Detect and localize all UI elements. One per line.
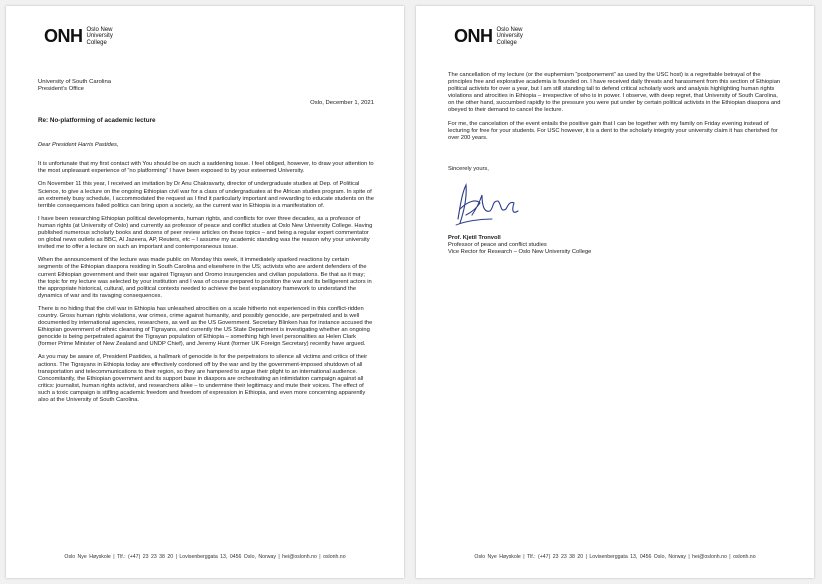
paragraph: There is no hiding that the civil war in Ethiopia has unleashed atrocities on a scale hitherto not experienced in this conflict-ridden country. Gross human rights violations, war crimes, crime against humanity, and possibly genocide, are perpetrated and is well documented by international agencies, researchers, as well as the US Government. Secretary Blinken has for instance accused the Ethiopian government of ethnic cleansing of Tigrayans, and currently the US State Department is investigating whether an ongoing genocide is being perpetrated against the Tigrayan population of Ethiopia – something high level personalities as Helen Clark (former Prime Minister of New Zealand and UNDP Chief), and Jeremy Hunt (former UK Foreign Secretary) recently have argued. xyxy=(38,305,373,348)
paragraph: As you may be aware of, President Pastides, a hallmark of genocide is for the perpetrators to silence all victims and critics of their actions. The Tigrayans in Ethiopia today are effectively cordoned off by the war and by the government-imposed shutdown of all transportation and telecommunications to their region, so they are hampered to argue their plight to an international audience. Concomitantly, the Ethiopian government and its support base in diaspora are orchestrating an intimidation campaign against all critics: journalist, human rights activist, and researchers alike – to undermine their legitimacy and mute their voices. The effect of such a toxic campaign is stifling academic freedom and freedom of expression in Ethiopia, and even more concerning apparently also at the University of South Carolina. xyxy=(38,354,368,403)
paragraph: For me, the cancelation of the event entails the positive gain that I can be together with my family on Friday evening instead of lecturing for free for your students. For USC however, it is a dent to the scholarly integrity your university claim it has cherished for over 200 years. xyxy=(448,120,778,141)
paragraph: When the announcement of the lecture was made public on Monday this week, it immediately sparked reactions by certain segments of the Ethiopian diaspora residing in South Carolina and elsewhere in the US; activists who are ardent defenders of the current Ethiopian government and their war against Tigrayan and Oromo insurgencies and civilian populations. Be that as it may; the topic for my lecture was selected by your institution and I was of course prepared to position the war and its belligerent actors in the appropriate historical, cultural, and political contexts needed to achieve the best explanatory framework to understand the dynamics of war and its ravaging consequences. xyxy=(38,257,372,299)
logo-mark: ONH xyxy=(44,26,83,46)
addressee-line-1: University of South Carolina xyxy=(38,79,112,85)
letter-body-page-1 xyxy=(38,79,374,410)
page-footer: Oslo Nye Høyskole | Tlf.: (+47) 23 23 38 20 | Lovisenberggata 13, 0456 Oslo, Norway | hei@oslonh.no | oslonh.no xyxy=(474,554,756,560)
addressee-line-2: President’s Office xyxy=(38,86,84,92)
logo-text: Oslo New University College xyxy=(86,26,113,46)
college-logo xyxy=(454,26,547,47)
paragraph: I have been researching Ethiopian political developments, human rights, and conflicts for over three decades, as a professor of human rights (at University of Oslo) and currently as professor of peace and conflict studies at Oslo New University College. Having published numerous scholarly books and dozens of peer review articles on these topics – and being a regular expert commentator on global news outlets as BBC, Al Jazeera, AP, Reuters, etc – I assume my academic standing was the reason why your university invited me to offer a lecture on such an important and contemporaneous issue. xyxy=(38,215,373,251)
signer-title: Vice Rector for Research – Oslo New University College xyxy=(448,249,592,256)
letter-page-2 xyxy=(416,6,814,578)
letter-date: Oslo, December 1, 2021 xyxy=(310,100,374,106)
letter-subject: Re: No-platforming of academic lecture xyxy=(38,117,156,125)
salutation: Dear President Harris Pastides, xyxy=(38,142,119,149)
signature xyxy=(448,179,784,235)
closing: Sincerely yours, xyxy=(448,165,489,172)
paragraph: The cancellation of my lecture (or the euphemism “postponement” as used by the USC host) is a regrettable betrayal of the principles free and explorative academia is founded on. I have received daily threats and harassment from this section of Ethiopian political activists for over a year, but I am still standing tall to defend critical scholarly work and analysis highlighting human rights violations and atrocities in Ethiopia – irrespective of who is in power. I observe, with deep regret, that University of South Carolina, on the other hand, succumbed rapidly to the pressure you were put under by certain political activists in the Ethiopian diaspora and obeyed to their demand to cancel the lecture. xyxy=(448,72,781,114)
letter-page-1 xyxy=(6,6,404,578)
logo-mark: ONH xyxy=(454,26,493,46)
college-logo xyxy=(44,26,137,47)
logo-text: Oslo New University College xyxy=(496,26,523,46)
signer-name: Prof. Kjetil Tronvoll xyxy=(448,234,501,241)
handwritten-signature xyxy=(446,179,526,233)
letter-body-page-2 xyxy=(448,72,784,256)
paragraph: It is unfortunate that my first contact with You should be on such a saddening issue. I feel obliged, however, to draw your attention to the most unpleasant experience of “no platforming” I have been exposed to by your esteemed University. xyxy=(38,161,374,175)
paragraph: On November 11 this year, I received an invitation by Dr Anu Chakravarty, director of undergraduate studies at Dep. of Political Science, to give a lecture on the ongoing Ethiopian civil war for a class of undergraduates at the African studies program. In spite of an extremely busy schedule, I accommodated the request as I find it particularly important and rewarding to educate students on the terrible consequences failed politics can bring upon a society, as the current war in Ethiopia is a manifestation of. xyxy=(38,181,374,209)
signer-title: Professor of peace and conflict studies xyxy=(448,242,547,249)
page-footer: Oslo Nye Høyskole | Tlf.: (+47) 23 23 38 20 | Lovisenberggata 13, 0456 Oslo, Norway | hei@oslonh.no | oslonh.no xyxy=(64,554,346,560)
